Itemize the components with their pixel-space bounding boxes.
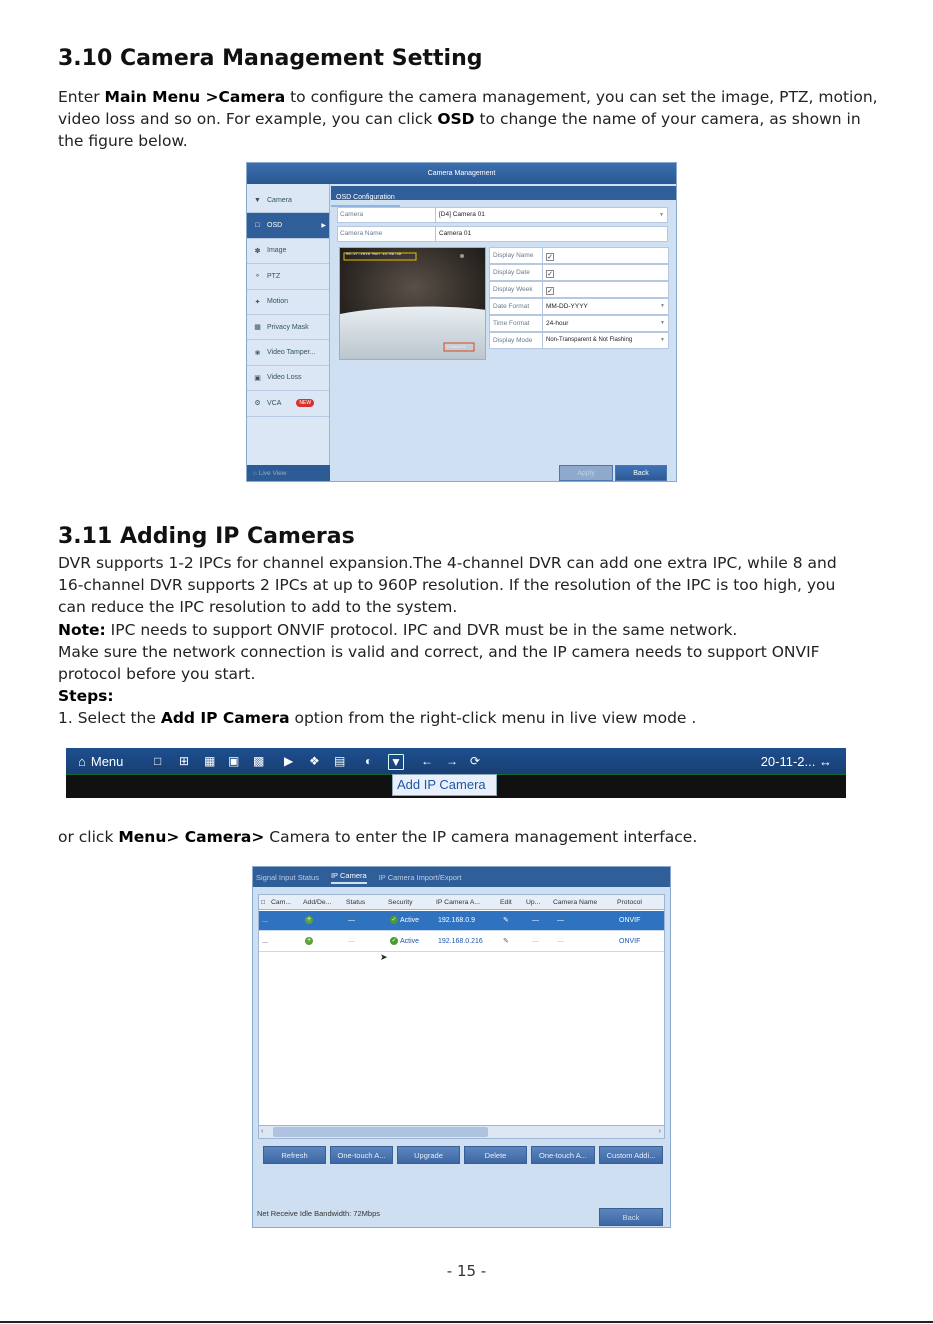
tab-bar [331,186,677,200]
dropdown-arrow-icon: ▼ [660,320,665,326]
new-badge: NEW [296,399,314,407]
previous-screen-icon[interactable]: ← [421,754,433,768]
scroll-right-icon[interactable]: › [658,1128,661,1135]
home-icon: ⌂ [253,470,257,477]
tab-osd-configuration[interactable]: OSD Configuration [331,191,400,207]
eight-view-icon[interactable]: ▣ [228,754,240,768]
display-week-checkbox[interactable]: ✓ [547,287,553,295]
pin-icon[interactable]: ↔ [819,754,832,769]
back-button[interactable]: Back [615,465,667,481]
dropdown-arrow-icon: ▼ [660,303,665,309]
col-edit[interactable]: Edit [500,899,512,906]
refresh-icon[interactable]: ⟳ [470,754,481,768]
dropdown-arrow-icon: ▼ [659,212,664,218]
refresh-button[interactable]: Refresh [263,1146,326,1164]
col-upgrade[interactable]: Up... [526,899,541,906]
live-view-toolbar-screenshot [66,748,846,798]
ip-camera-screenshot [252,866,671,1228]
custom-adding-button[interactable]: Custom Addi... [599,1146,663,1164]
edit-icon[interactable]: ✎ [503,917,509,924]
display-name-row[interactable]: Display Name ✓ [489,247,669,264]
select-all-checkbox[interactable]: □ [261,899,266,906]
datetime-display: 20-11-2... ↔ [760,754,832,769]
sidebar-item-image[interactable]: ✽ Image [247,239,329,264]
live-view-button[interactable]: ⌂ Live View [247,465,330,482]
table-row[interactable]: ... + — ✓ Active 192.168.0.216 ✎ — — ONVIF [259,932,664,952]
col-security[interactable]: Security [388,899,413,906]
table-header [259,895,664,910]
sidebar-item-ptz[interactable]: ⚬ PTZ [247,264,329,289]
section-title: 3.11 Adding IP Cameras [58,524,355,549]
sidebar-item-motion[interactable]: ✦ Motion [247,290,329,315]
quad-view-icon[interactable]: ⊞ [179,754,190,768]
single-view-icon[interactable]: □ [154,754,162,768]
or-click-paragraph: or click Menu> Camera> Camera to enter the IP camera management interface. [58,828,698,846]
add-ip-camera-tooltip[interactable]: Add IP Camera [392,774,497,796]
col-ip-camera-address[interactable]: IP Camera A... [436,899,481,906]
add-camera-icon[interactable]: + [306,937,312,945]
camera-preview[interactable] [339,247,486,360]
camera-icon: ▼ [254,196,261,204]
apply-button[interactable]: Apply [559,465,613,481]
display-mode-row[interactable]: Display Mode Non-Transparent & Not Flashing ▼ [489,332,669,349]
steps-label: Steps: [58,687,114,706]
time-format-row[interactable]: Time Format 24-hour ▼ [489,315,669,332]
preview-timestamp: 06-27-2016 Mon 14:09:48 [346,253,402,257]
video-loss-icon: ▣ [254,374,261,382]
display-date-row[interactable]: Display Date ✓ [489,264,669,281]
delete-button[interactable]: Delete [464,1146,527,1164]
sidebar [247,184,330,482]
ip-camera-table [258,894,665,1139]
upgrade-button[interactable]: Upgrade [397,1146,460,1164]
toolbar [66,748,846,775]
dropdown-arrow-icon: ▼ [660,337,665,343]
tab-ip-camera-import-export[interactable]: IP Camera Import/Export [378,872,462,882]
menu-button[interactable]: ⌂ Menu [78,754,124,769]
camera-select-row[interactable]: Camera [D4] Camera 01 ▼ [337,207,668,223]
playback-icon[interactable]: ▶ [284,754,294,768]
col-status[interactable]: Status [346,899,366,906]
display-date-checkbox[interactable]: ✓ [547,270,553,278]
col-cam[interactable]: Cam... [271,899,292,906]
security-ok-icon: ✓ [391,917,397,924]
sidebar-item-video-tamper[interactable]: ❀ Video Tamper... [247,340,329,365]
note-label: Note: [58,620,106,639]
preview-camera-name: Camera 01 [447,345,466,349]
sidebar-item-video-loss[interactable]: ▣ Video Loss [247,366,329,391]
preview-image [340,248,486,360]
scroll-left-icon[interactable]: ‹ [261,1128,264,1135]
motion-icon: ✦ [254,298,261,306]
video-tamper-icon: ❀ [254,349,261,357]
tab-signal-input-status[interactable]: Signal Input Status [256,872,319,882]
add-ip-camera-icon[interactable]: ▼ [390,755,402,769]
chevron-right-icon: ▶ [321,223,326,230]
image-settings-icon[interactable]: ◐ [365,754,373,768]
section-title: 3.10 Camera Management Setting [58,46,483,71]
bottom-rule [0,1321,933,1323]
horizontal-scrollbar[interactable] [258,1125,665,1139]
sidebar-item-vca[interactable]: ⚙ VCA NEW [247,391,329,416]
vca-icon: ⚙ [254,400,261,408]
display-week-row[interactable]: Display Week ✓ [489,281,669,298]
tab-ip-camera[interactable]: IP Camera [331,871,367,884]
bold-osd: OSD [437,110,475,129]
window-title: Camera Management [247,163,676,184]
section-paragraph: Enter Main Menu >Camera to configure the camera management, you can set the image, PTZ, motion, video loss and so on. For example, you can click OSD to change the name of your camera, as shown in the figure below. [58,88,878,151]
bold-menu-camera: Menu> Camera> [118,828,265,846]
display-name-checkbox[interactable]: ✓ [547,253,553,261]
sidebar-item-osd[interactable]: □ OSD ▶ [247,213,329,238]
sidebar-item-privacy-mask[interactable]: ▦ Privacy Mask [247,315,329,340]
camera-management-screenshot [246,162,677,482]
privacy-mask-icon: ▦ [254,324,261,332]
sidebar-item-camera[interactable]: ▼ Camera [247,188,329,213]
output-icon[interactable]: ▤ [334,754,346,768]
edit-icon[interactable]: ✎ [503,938,509,945]
table-row[interactable]: ... + — ✓ Active 192.168.0.9 ✎ — — ONVIF [259,911,664,931]
home-icon: ⌂ [78,754,86,769]
add-camera-icon[interactable]: + [306,916,312,924]
ptz-icon: ⚬ [254,273,261,281]
nine-view-icon[interactable]: ▩ [253,754,265,768]
record-icon[interactable]: ❖ [309,754,320,768]
six-view-icon[interactable]: ▦ [204,754,216,768]
osd-icon: □ [255,222,260,230]
bold-add-ip-camera: Add IP Camera [160,709,290,728]
scrollbar-thumb[interactable] [273,1127,488,1137]
col-add-delete[interactable]: Add/De... [303,899,332,906]
col-camera-name[interactable]: Camera Name [553,899,598,906]
section-paragraph: DVR supports 1-2 IPCs for channel expansion.The 4-channel DVR can add one extra IPC, while 8 and 16-channel DVR supports 2 IPCs at up to 960P resolution. If the resolution of the IPC is too high, you can reduce the IPC resolution to add to the system. Note: IPC needs to support ONVIF protocol. IPC and DVR must be in the same network. Make sure the network connection is valid and correct, and the IP camera needs to support ONVIF protocol before you start. Steps: 1. Select the Add IP Camera option from the right-click menu in live view mode . [58,554,837,728]
date-format-row[interactable]: Date Format MM-DD-YYYY ▼ [489,298,669,315]
back-button[interactable]: Back [599,1208,663,1226]
camera-name-row[interactable]: Camera Name Camera 01 [337,226,668,242]
tab-bar [253,867,670,887]
image-icon: ✽ [254,247,261,255]
bold-main-menu: Main Menu >Camera [104,88,286,106]
mouse-cursor-icon: ➤ [380,952,388,962]
next-screen-icon[interactable]: → [446,754,458,768]
one-touch-activate-button[interactable]: One-touch A... [330,1146,393,1164]
col-protocol[interactable]: Protocol [617,899,642,906]
page-number: - 15 - [446,1262,487,1280]
one-touch-adding-button[interactable]: One-touch A... [531,1146,595,1164]
security-ok-icon: ✓ [391,938,397,945]
bandwidth-status: Net Receive Idle Bandwidth: 72Mbps [257,1209,380,1218]
